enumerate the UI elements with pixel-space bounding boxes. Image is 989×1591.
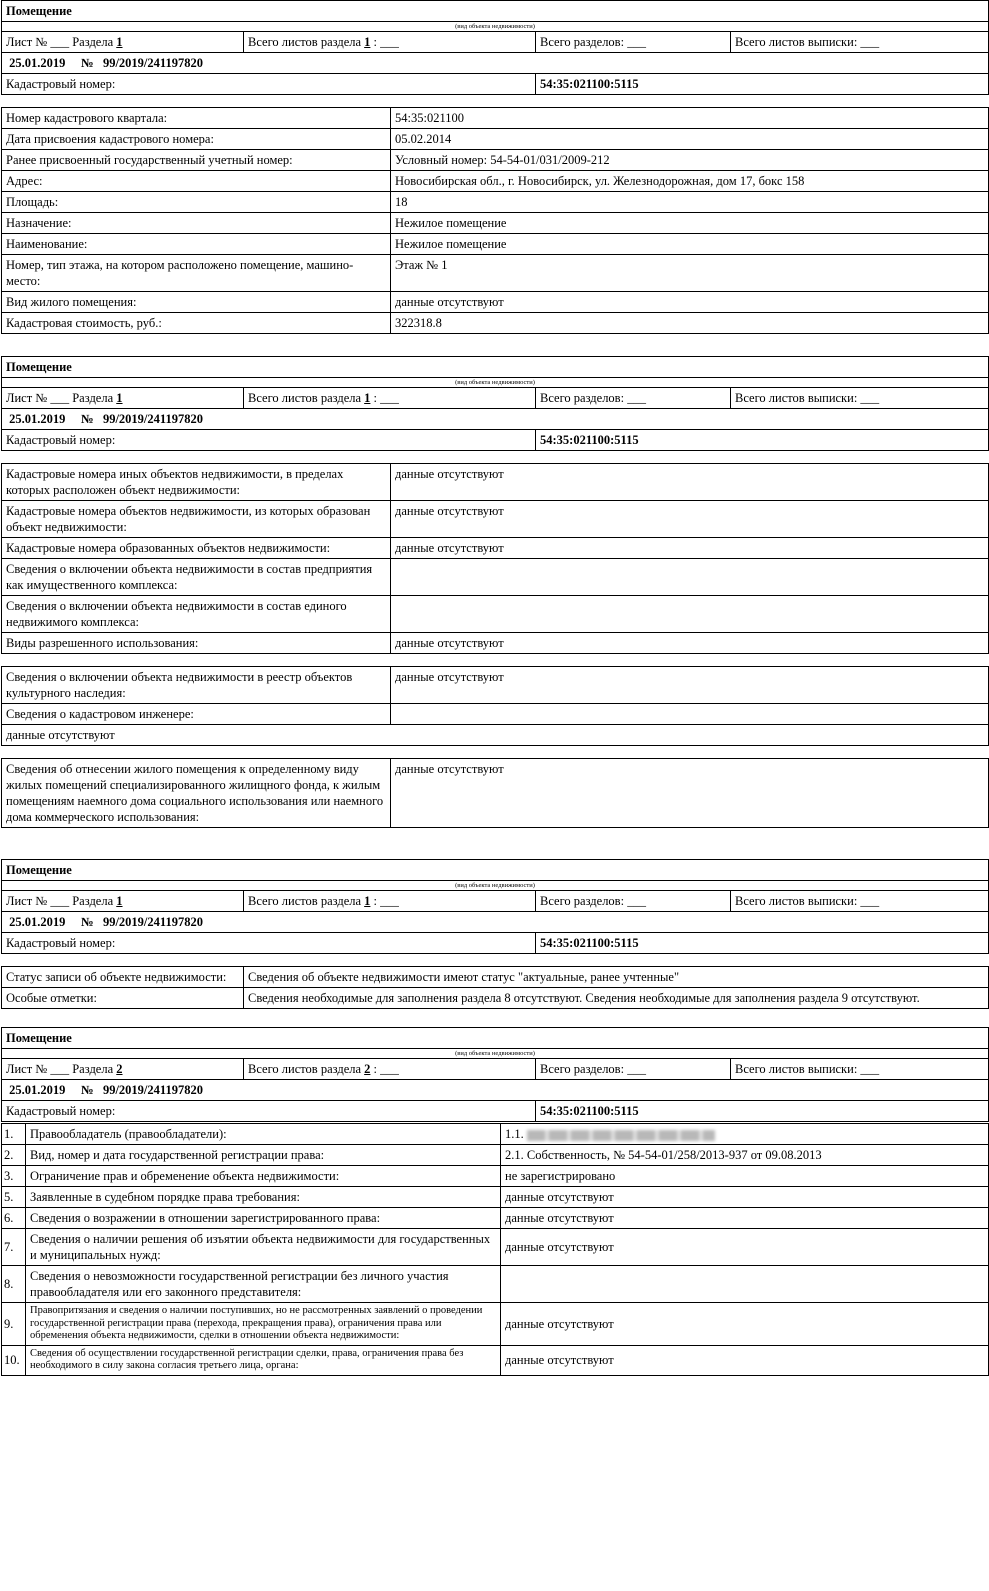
- table-row: Номер кадастрового квартала: 54:35:021100: [2, 108, 989, 129]
- spacer: [0, 954, 989, 966]
- spacer: [0, 1009, 989, 1027]
- table-row: Ранее присвоенный государственный учетный номер: Условный номер: 54-54-01/031/2009-212: [2, 150, 989, 171]
- section-2: [0, 356, 989, 828]
- table-row: 7. Сведения о наличии решения об изъятии объекта недвижимости для государственных и муниципальных нужд: данные отсутствуют: [2, 1229, 989, 1266]
- section-3: [0, 859, 989, 1009]
- total-sections: Всего разделов: ___: [536, 32, 731, 53]
- object-kind: Помещение: [2, 1028, 989, 1049]
- table-row: Наименование: Нежилое помещение: [2, 234, 989, 255]
- extract-header: [1, 859, 989, 954]
- object-kind-caption: (вид объекта недвижимости): [2, 1049, 989, 1059]
- section-1: [0, 0, 989, 334]
- extract-header: [1, 1027, 989, 1122]
- table-row: Особые отметки: Сведения необходимые для заполнения раздела 8 отсутствуют. Сведения необходимые для заполнения раздела 9 отсутствуют.: [2, 988, 989, 1009]
- object-kind-caption: (вид объекта недвижимости): [2, 378, 989, 388]
- block3-table: [1, 666, 989, 746]
- table-row: 3. Ограничение прав и обременение объекта недвижимости: не зарегистрировано: [2, 1166, 989, 1187]
- extract-header: [1, 0, 989, 95]
- cadastral-label: Кадастровый номер:: [2, 74, 536, 95]
- object-kind-caption: (вид объекта недвижимости): [2, 22, 989, 32]
- object-kind: Помещение: [2, 860, 989, 881]
- table-row: Вид жилого помещения: данные отсутствуют: [2, 292, 989, 313]
- block5-table: [1, 966, 989, 1009]
- cadastral-label: Кадастровый номер:: [2, 1101, 536, 1122]
- spacer: [0, 95, 989, 107]
- table-row: Кадастровые номера образованных объектов недвижимости: данные отсутствуют: [2, 538, 989, 559]
- table-row: Номер, тип этажа, на котором расположено помещение, машино-место: Этаж № 1: [2, 255, 989, 292]
- table-row: Кадастровая стоимость, руб.: 322318.8: [2, 313, 989, 334]
- rights-table: [1, 1123, 989, 1376]
- spacer: [0, 654, 989, 666]
- sheet-number: Лист № ___ Раздела 1: [2, 891, 244, 912]
- total-sheets: Всего листов раздела 1 : ___: [244, 32, 536, 53]
- date-number: 25.01.2019 № 99/2019/241197820: [2, 409, 989, 430]
- spacer: [0, 746, 989, 758]
- extract-header: [1, 356, 989, 451]
- total-sections: Всего разделов: ___: [536, 891, 731, 912]
- cadastral-value: 54:35:021100:5115: [536, 430, 989, 451]
- table-row: Сведения о кадастровом инженере:: [2, 704, 989, 725]
- table-row: 8. Сведения о невозможности государственной регистрации без личного участия правообладателя или его законного представителя:: [2, 1266, 989, 1303]
- total-extract-sheets: Всего листов выписки: ___: [731, 1059, 989, 1080]
- sheet-number: Лист № ___ Раздела 2: [2, 1059, 244, 1080]
- spacer: [0, 334, 989, 356]
- redacted-owner-name: [527, 1130, 715, 1141]
- table-row: Виды разрешенного использования: данные отсутствуют: [2, 633, 989, 654]
- total-sections: Всего разделов: ___: [536, 1059, 731, 1080]
- table-row: Кадастровые номера иных объектов недвижимости, в пределах которых расположен объект недвижимости: данные отсутствуют: [2, 464, 989, 501]
- table-row: 1. Правообладатель (правообладатели): 1.1.: [2, 1124, 989, 1145]
- object-kind: Помещение: [2, 357, 989, 378]
- object-kind-caption: (вид объекта недвижимости): [2, 881, 989, 891]
- total-sheets: Всего листов раздела 1 : ___: [244, 891, 536, 912]
- date-number: 25.01.2019 № 99/2019/241197820: [2, 53, 989, 74]
- table-row: Сведения о включении объекта недвижимости в состав предприятия как имущественного комплекса:: [2, 559, 989, 596]
- cadastral-label: Кадастровый номер:: [2, 933, 536, 954]
- table-row: Назначение: Нежилое помещение: [2, 213, 989, 234]
- total-extract-sheets: Всего листов выписки: ___: [731, 891, 989, 912]
- table-row: 6. Сведения о возражении в отношении зарегистрированного права: данные отсутствуют: [2, 1208, 989, 1229]
- block2-table: [1, 463, 989, 654]
- table-row: Дата присвоения кадастрового номера: 05.02.2014: [2, 129, 989, 150]
- total-sections: Всего разделов: ___: [536, 388, 731, 409]
- table-row: 10. Сведения об осуществлении государственной регистрации сделки, права, ограничения права без необходимого в силу закона согласия третьего лица, органа: данные отсутствуют: [2, 1345, 989, 1375]
- block1-table: [1, 107, 989, 334]
- cadastral-value: 54:35:021100:5115: [536, 1101, 989, 1122]
- object-kind: Помещение: [2, 1, 989, 22]
- spacer: [0, 451, 989, 463]
- table-row: Сведения об отнесении жилого помещения к определенному виду жилых помещений специализированного жилищного фонда, к жилым помещениям наемного дома социального использования или наемного дома коммерческого использования: данные отсутствуют: [2, 759, 989, 828]
- spacer: [0, 828, 989, 859]
- sheet-number: Лист № ___ Раздела 1: [2, 388, 244, 409]
- total-extract-sheets: Всего листов выписки: ___: [731, 32, 989, 53]
- sheet-number: Лист № ___ Раздела 1: [2, 32, 244, 53]
- table-row: Сведения о включении объекта недвижимости в реестр объектов культурного наследия: данные отсутствуют: [2, 667, 989, 704]
- table-row: 9. Правопритязания и сведения о наличии поступивших, но не рассмотренных заявлений о проведении государственной регистрации права (перехода, прекращения права), ограничения права или обременения объекта недвижимости, сделки в отношении объекта недвижимости: данные отсутствуют: [2, 1303, 989, 1346]
- total-extract-sheets: Всего листов выписки: ___: [731, 388, 989, 409]
- table-row: Кадастровые номера объектов недвижимости, из которых образован объект недвижимости: данные отсутствуют: [2, 501, 989, 538]
- section-4: [0, 1027, 989, 1376]
- table-row: 5. Заявленные в судебном порядке права требования: данные отсутствуют: [2, 1187, 989, 1208]
- table-row: данные отсутствуют: [2, 725, 989, 746]
- cadastral-value: 54:35:021100:5115: [536, 74, 989, 95]
- table-row: Площадь: 18: [2, 192, 989, 213]
- table-row: Статус записи об объекте недвижимости: Сведения об объекте недвижимости имеют статус "актуальные, ранее учтенные": [2, 967, 989, 988]
- cadastral-value: 54:35:021100:5115: [536, 933, 989, 954]
- block4-table: [1, 758, 989, 828]
- date-number: 25.01.2019 № 99/2019/241197820: [2, 1080, 989, 1101]
- total-sheets: Всего листов раздела 2 : ___: [244, 1059, 536, 1080]
- table-row: 2. Вид, номер и дата государственной регистрации права: 2.1. Собственность, № 54-54-01/258/2013-937 от 09.08.2013: [2, 1145, 989, 1166]
- table-row: Адрес: Новосибирская обл., г. Новосибирск, ул. Железнодорожная, дом 17, бокс 158: [2, 171, 989, 192]
- date-number: 25.01.2019 № 99/2019/241197820: [2, 912, 989, 933]
- total-sheets: Всего листов раздела 1 : ___: [244, 388, 536, 409]
- table-row: Сведения о включении объекта недвижимости в состав единого недвижимого комплекса:: [2, 596, 989, 633]
- cadastral-label: Кадастровый номер:: [2, 430, 536, 451]
